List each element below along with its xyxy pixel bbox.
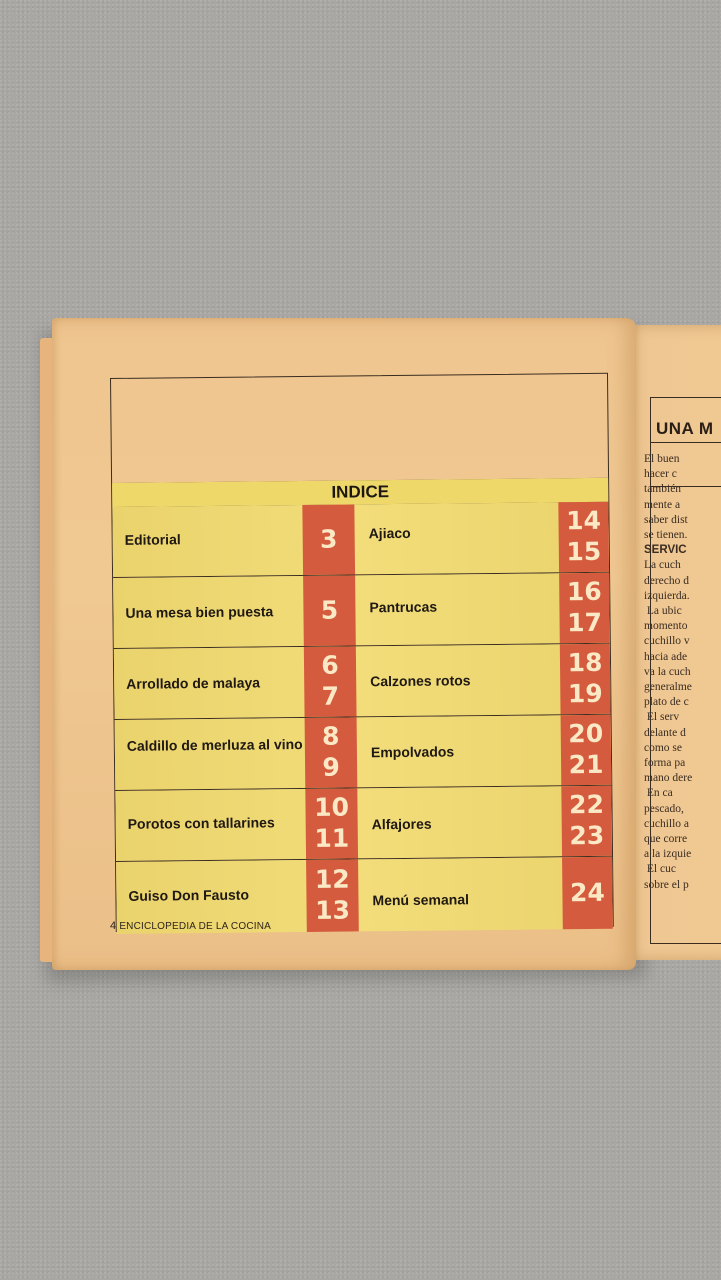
index-entry-label: Editorial	[124, 531, 181, 548]
page-number: 19	[567, 678, 603, 709]
page-number: 6	[321, 650, 339, 680]
right-page	[626, 325, 721, 960]
index-title: INDICE	[112, 478, 608, 508]
page-number-column	[306, 859, 359, 932]
page-number: 15	[566, 536, 602, 567]
page-number-column	[558, 502, 609, 573]
index-entry-label: Porotos con tallarines	[127, 814, 275, 832]
page-number: 16	[566, 576, 602, 607]
right-page-section-heading: SERVIC	[644, 544, 687, 557]
page-number-column	[561, 715, 612, 786]
page-number: 8	[321, 721, 340, 751]
index-rows	[112, 502, 612, 934]
page-number: 11	[314, 823, 350, 853]
index-entry-label: Ajiaco	[368, 524, 411, 542]
page-number: 23	[569, 820, 605, 851]
page-number: 7	[321, 681, 340, 711]
index-entry-label: Calzones rotos	[370, 672, 471, 690]
page-number: 21	[568, 749, 604, 780]
page-number: 9	[322, 752, 340, 782]
index-row	[113, 573, 610, 649]
index-row	[115, 786, 612, 862]
page-number: 20	[568, 718, 604, 749]
page-number: 24	[569, 877, 605, 908]
page-number-column	[560, 644, 611, 715]
page-number: 3	[319, 524, 338, 554]
index-entry-label: Una mesa bien puesta	[125, 603, 274, 621]
index-entry-label: Arrollado de malaya	[126, 674, 261, 692]
page-number-column	[561, 786, 612, 857]
page-number-column	[305, 788, 358, 859]
index-entry-label: Guiso Don Fausto	[128, 886, 250, 904]
page-number: 17	[567, 607, 603, 638]
page-number: 10	[313, 792, 350, 822]
page-number: 22	[568, 789, 605, 820]
right-page-title: UNA M	[650, 413, 721, 443]
page-number: 13	[315, 895, 351, 925]
index-entry-label: Empolvados	[370, 743, 455, 761]
page-number-column	[562, 857, 613, 930]
page-number: 14	[565, 505, 602, 536]
blank-header-box	[111, 374, 608, 484]
page-number-column	[305, 717, 358, 788]
page-number: 12	[314, 864, 350, 894]
index-entry-label: Menú semanal	[372, 891, 470, 909]
index-entry-label: Alfajores	[371, 815, 432, 833]
page-number-column	[304, 646, 357, 717]
index-entry-label: Caldillo de merluza al vino	[126, 736, 303, 754]
index-frame	[110, 373, 614, 932]
index-entry-label: Pantrucas	[369, 598, 438, 616]
page-number-column	[303, 575, 356, 646]
publication-name: ENCICLOPEDIA DE LA COCINA	[119, 921, 272, 932]
right-page-text: El buen hacer c también mente a saber dist se tienen. SERVIC La cuch derecho d izquierda. La ubic momento cuchillo v hacia ade va la cuch generalme plato de c El serv delante d como se forma pa mano dere En ca pescado, cuchillo a que corre a la izquie El cuc sobre el p	[644, 453, 693, 891]
page-footer	[110, 920, 271, 932]
page-number: 5	[320, 595, 339, 625]
page-number-column	[302, 504, 355, 575]
index-row	[114, 644, 611, 720]
index-row	[115, 715, 612, 791]
page-number-footer: 4	[110, 920, 117, 932]
page-number: 18	[567, 647, 603, 678]
index-row	[112, 502, 609, 578]
page-number-column	[559, 573, 610, 644]
